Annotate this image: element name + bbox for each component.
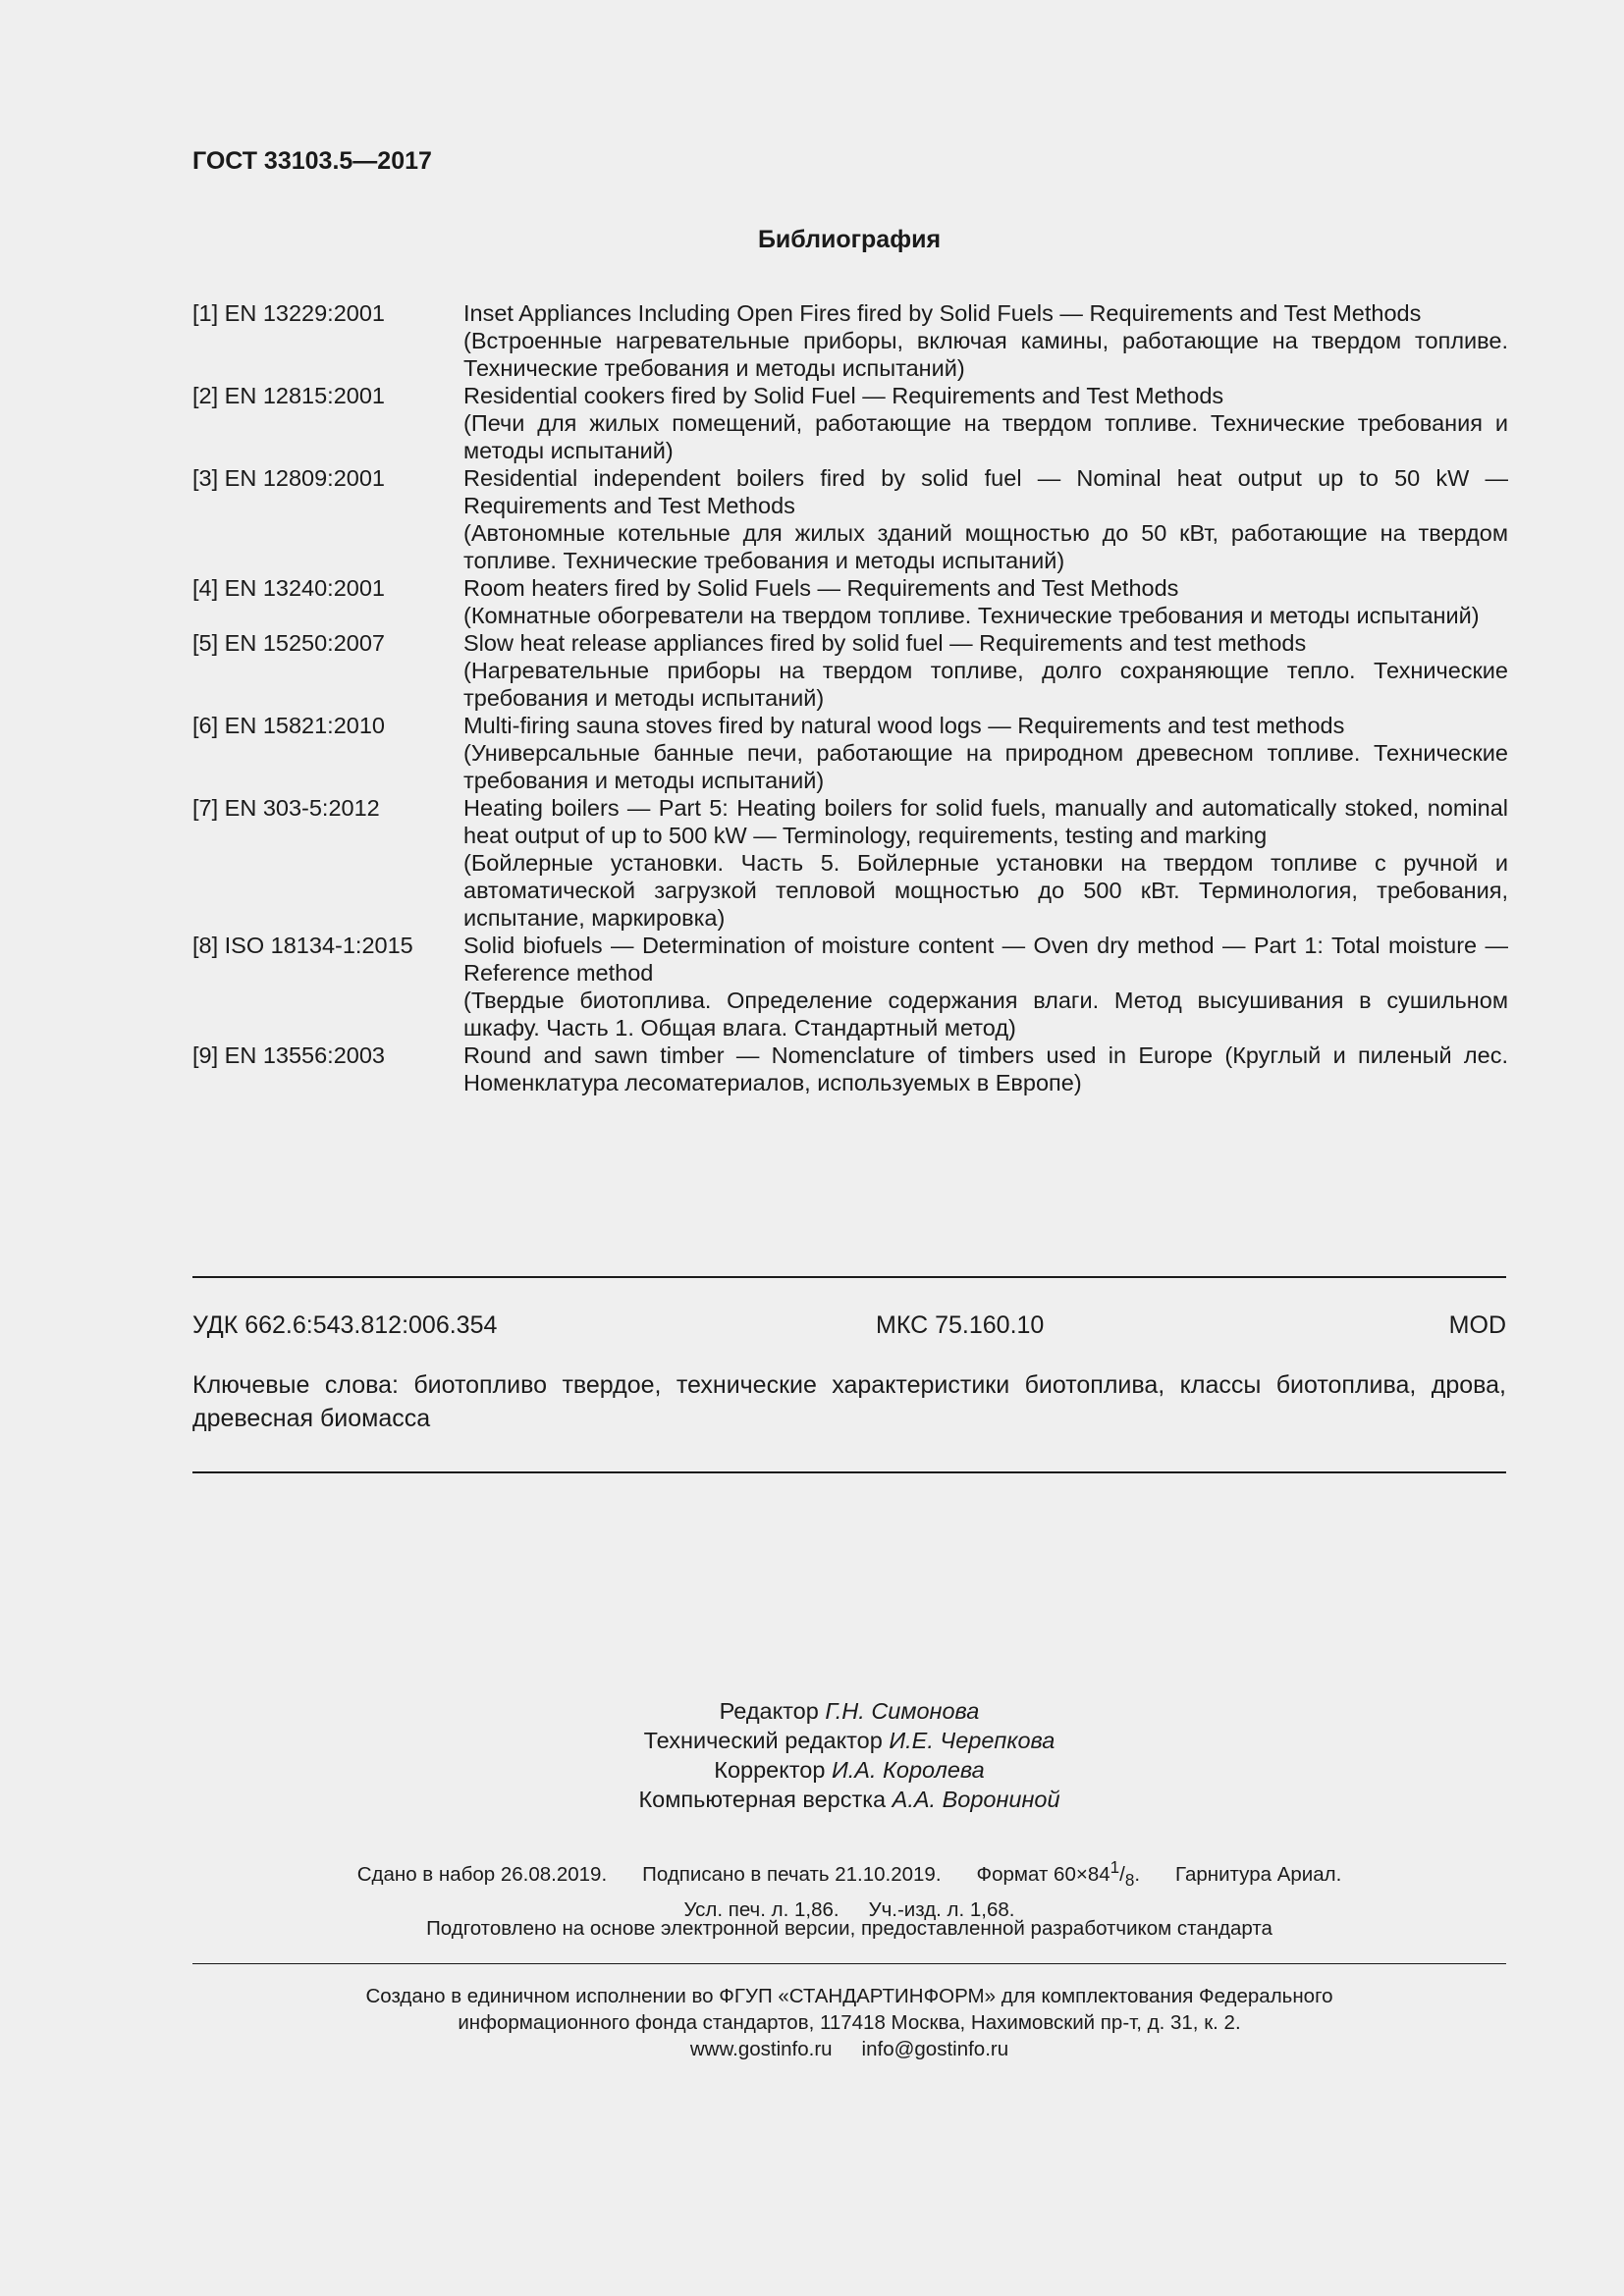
credit-line bbox=[192, 1755, 1506, 1785]
credit-role: Корректор bbox=[714, 1757, 826, 1783]
bibliography-list bbox=[192, 299, 1508, 1096]
reference-item bbox=[192, 629, 1508, 712]
footer-line-1: Создано в единичном исполнении во ФГУП «СТАНДАРТИНФОРМ» для комплектования Федерального bbox=[365, 1985, 1333, 2007]
bibliography-title: Библиография bbox=[757, 226, 942, 253]
mod-label: MOD bbox=[1448, 1311, 1506, 1339]
reference-item bbox=[192, 932, 1508, 1041]
reference-title-en: Residential independent boilers fired by solid fuel — Nominal heat output up to 50 kW — Requirements and Test Methods bbox=[463, 465, 1508, 518]
reference-title-en: Room heaters fired by Solid Fuels — Requirements and Test Methods bbox=[463, 575, 1179, 601]
credit-role: Технический редактор bbox=[643, 1728, 883, 1753]
reference-title-en: Solid biofuels — Determination of moisture content — Oven dry method — Part 1: Total moisture — Reference method bbox=[463, 933, 1508, 986]
classification-row bbox=[192, 1311, 1506, 1340]
credits-block bbox=[192, 1696, 1506, 1814]
credit-line bbox=[192, 1696, 1506, 1726]
credit-line bbox=[192, 1726, 1506, 1755]
credit-line bbox=[192, 1785, 1506, 1814]
reference-title-en: Multi-firing sauna stoves fired by natural wood logs — Requirements and test methods bbox=[463, 713, 1345, 738]
credit-name: А.А. Ворониной bbox=[892, 1787, 1060, 1812]
reference-title-ru: (Автономные котельные для жилых зданий мощностью до 50 кВт, работающие на твердом топливе. Технические требования и методы испытаний) bbox=[463, 520, 1508, 573]
publisher-sheets: Уч.-изд. л. 1,68. bbox=[868, 1897, 1015, 1921]
reference-title-ru: (Универсальные банные печи, работающие на природном древесном топливе. Технические требования и методы испытаний) bbox=[463, 740, 1508, 793]
mks-code: МКС 75.160.10 bbox=[876, 1311, 1045, 1339]
reference-item bbox=[192, 382, 1508, 464]
typeface: Гарнитура Ариал. bbox=[1175, 1862, 1342, 1886]
reference-item bbox=[192, 794, 1508, 932]
reference-title-ru: (Бойлерные установки. Часть 5. Бойлерные установки на твердом топливе с ручной и автоматической загрузкой тепловой мощностью до 500 кВт. Терминология, требования, испытание, маркировка) bbox=[463, 850, 1508, 931]
reference-item bbox=[192, 464, 1508, 574]
reference-title-ru: (Нагревательные приборы на твердом топливе, долго сохраняющие тепло. Технические требования и методы испытаний) bbox=[463, 658, 1508, 711]
publisher-footer bbox=[192, 1983, 1506, 2062]
reference-code: [1] EN 13229:2001 bbox=[192, 300, 385, 326]
reference-title-ru: (Печи для жилых помещений, работающие на твердом топливе. Технические требования и методы испытаний) bbox=[463, 410, 1508, 463]
reference-title-ru: (Твердые биотоплива. Определение содержания влаги. Метод высушивания в сушильном шкафу. Часть 1. Общая влага. Стандартный метод) bbox=[463, 988, 1508, 1041]
signed-date: Подписано в печать 21.10.2019. bbox=[642, 1862, 942, 1886]
reference-item bbox=[192, 712, 1508, 794]
reference-title-en: Slow heat release appliances fired by solid fuel — Requirements and test methods bbox=[463, 630, 1307, 656]
reference-item bbox=[192, 1041, 1508, 1096]
submitted-date: Сдано в набор 26.08.2019. bbox=[356, 1862, 608, 1886]
credit-name: Г.Н. Симонова bbox=[825, 1698, 980, 1724]
credit-role: Редактор bbox=[719, 1698, 819, 1724]
reference-code: [7] EN 303-5:2012 bbox=[192, 795, 380, 821]
reference-code: [2] EN 12815:2001 bbox=[192, 383, 385, 408]
credit-role: Компьютерная верстка bbox=[638, 1787, 887, 1812]
prepared-note: Подготовлено на основе электронной версии, предоставленной разработчиком стандарта bbox=[426, 1917, 1272, 1940]
website-link[interactable]: www.gostinfo.ru bbox=[689, 2038, 833, 2060]
divider-footer bbox=[192, 1963, 1506, 1964]
imprint-block bbox=[192, 1853, 1506, 1925]
reference-title-en: Round and sawn timber — Nomenclature of timbers used in Europe (Круглый и пиленый лес. Номенклатура лесоматериалов, используемых в Европе) bbox=[463, 1042, 1508, 1095]
footer-contacts bbox=[192, 2036, 1506, 2062]
reference-item bbox=[192, 299, 1508, 382]
divider-top bbox=[192, 1276, 1506, 1278]
paper-format: Формат $60\times 84^1/_8$. bbox=[976, 1858, 1141, 1890]
reference-code: [8] ISO 18134-1:2015 bbox=[192, 933, 413, 958]
page-header: ГОСТ 33103.5—2017 bbox=[192, 147, 432, 175]
reference-item bbox=[192, 574, 1508, 629]
credit-name: И.Е. Черепкова bbox=[889, 1728, 1056, 1753]
reference-code: [6] EN 15821:2010 bbox=[192, 713, 385, 738]
email-link[interactable]: info@gostinfo.ru bbox=[861, 2038, 1009, 2060]
reference-code: [4] EN 13240:2001 bbox=[192, 575, 385, 601]
reference-code: [3] EN 12809:2001 bbox=[192, 465, 385, 491]
keywords: Ключевые слова: биотопливо твердое, технические характеристики биотоплива, классы биотоплива, дрова, древесная биомасса bbox=[192, 1371, 1506, 1432]
reference-title-ru: (Комнатные обогреватели на твердом топливе. Технические требования и методы испытаний) bbox=[463, 603, 1480, 628]
reference-title-en: Heating boilers — Part 5: Heating boilers for solid fuels, manually and automatically stoked, nominal heat output of up to 500 kW — Terminology, requirements, testing and marking bbox=[463, 795, 1508, 848]
imprint-line-1 bbox=[192, 1853, 1506, 1896]
reference-code: [5] EN 15250:2007 bbox=[192, 630, 385, 656]
footer-line-2: информационного фонда стандартов, 117418 Москва, Нахимовский пр-т, д. 31, к. 2. bbox=[458, 2011, 1241, 2034]
reference-title-en: Residential cookers fired by Solid Fuel — Requirements and Test Methods bbox=[463, 383, 1224, 408]
print-sheets: Усл. печ. л. 1,86. bbox=[683, 1897, 839, 1921]
reference-code: [9] EN 13556:2003 bbox=[192, 1042, 385, 1068]
reference-title-en: Inset Appliances Including Open Fires fired by Solid Fuels — Requirements and Test Methods bbox=[463, 300, 1422, 326]
udc-code: УДК 662.6:543.812:006.354 bbox=[192, 1311, 498, 1339]
reference-title-ru: (Встроенные нагревательные приборы, включая камины, работающие на твердом топливе. Технические требования и методы испытаний) bbox=[463, 328, 1508, 381]
credit-name: И.А. Королева bbox=[831, 1757, 985, 1783]
divider-bottom bbox=[192, 1471, 1506, 1473]
